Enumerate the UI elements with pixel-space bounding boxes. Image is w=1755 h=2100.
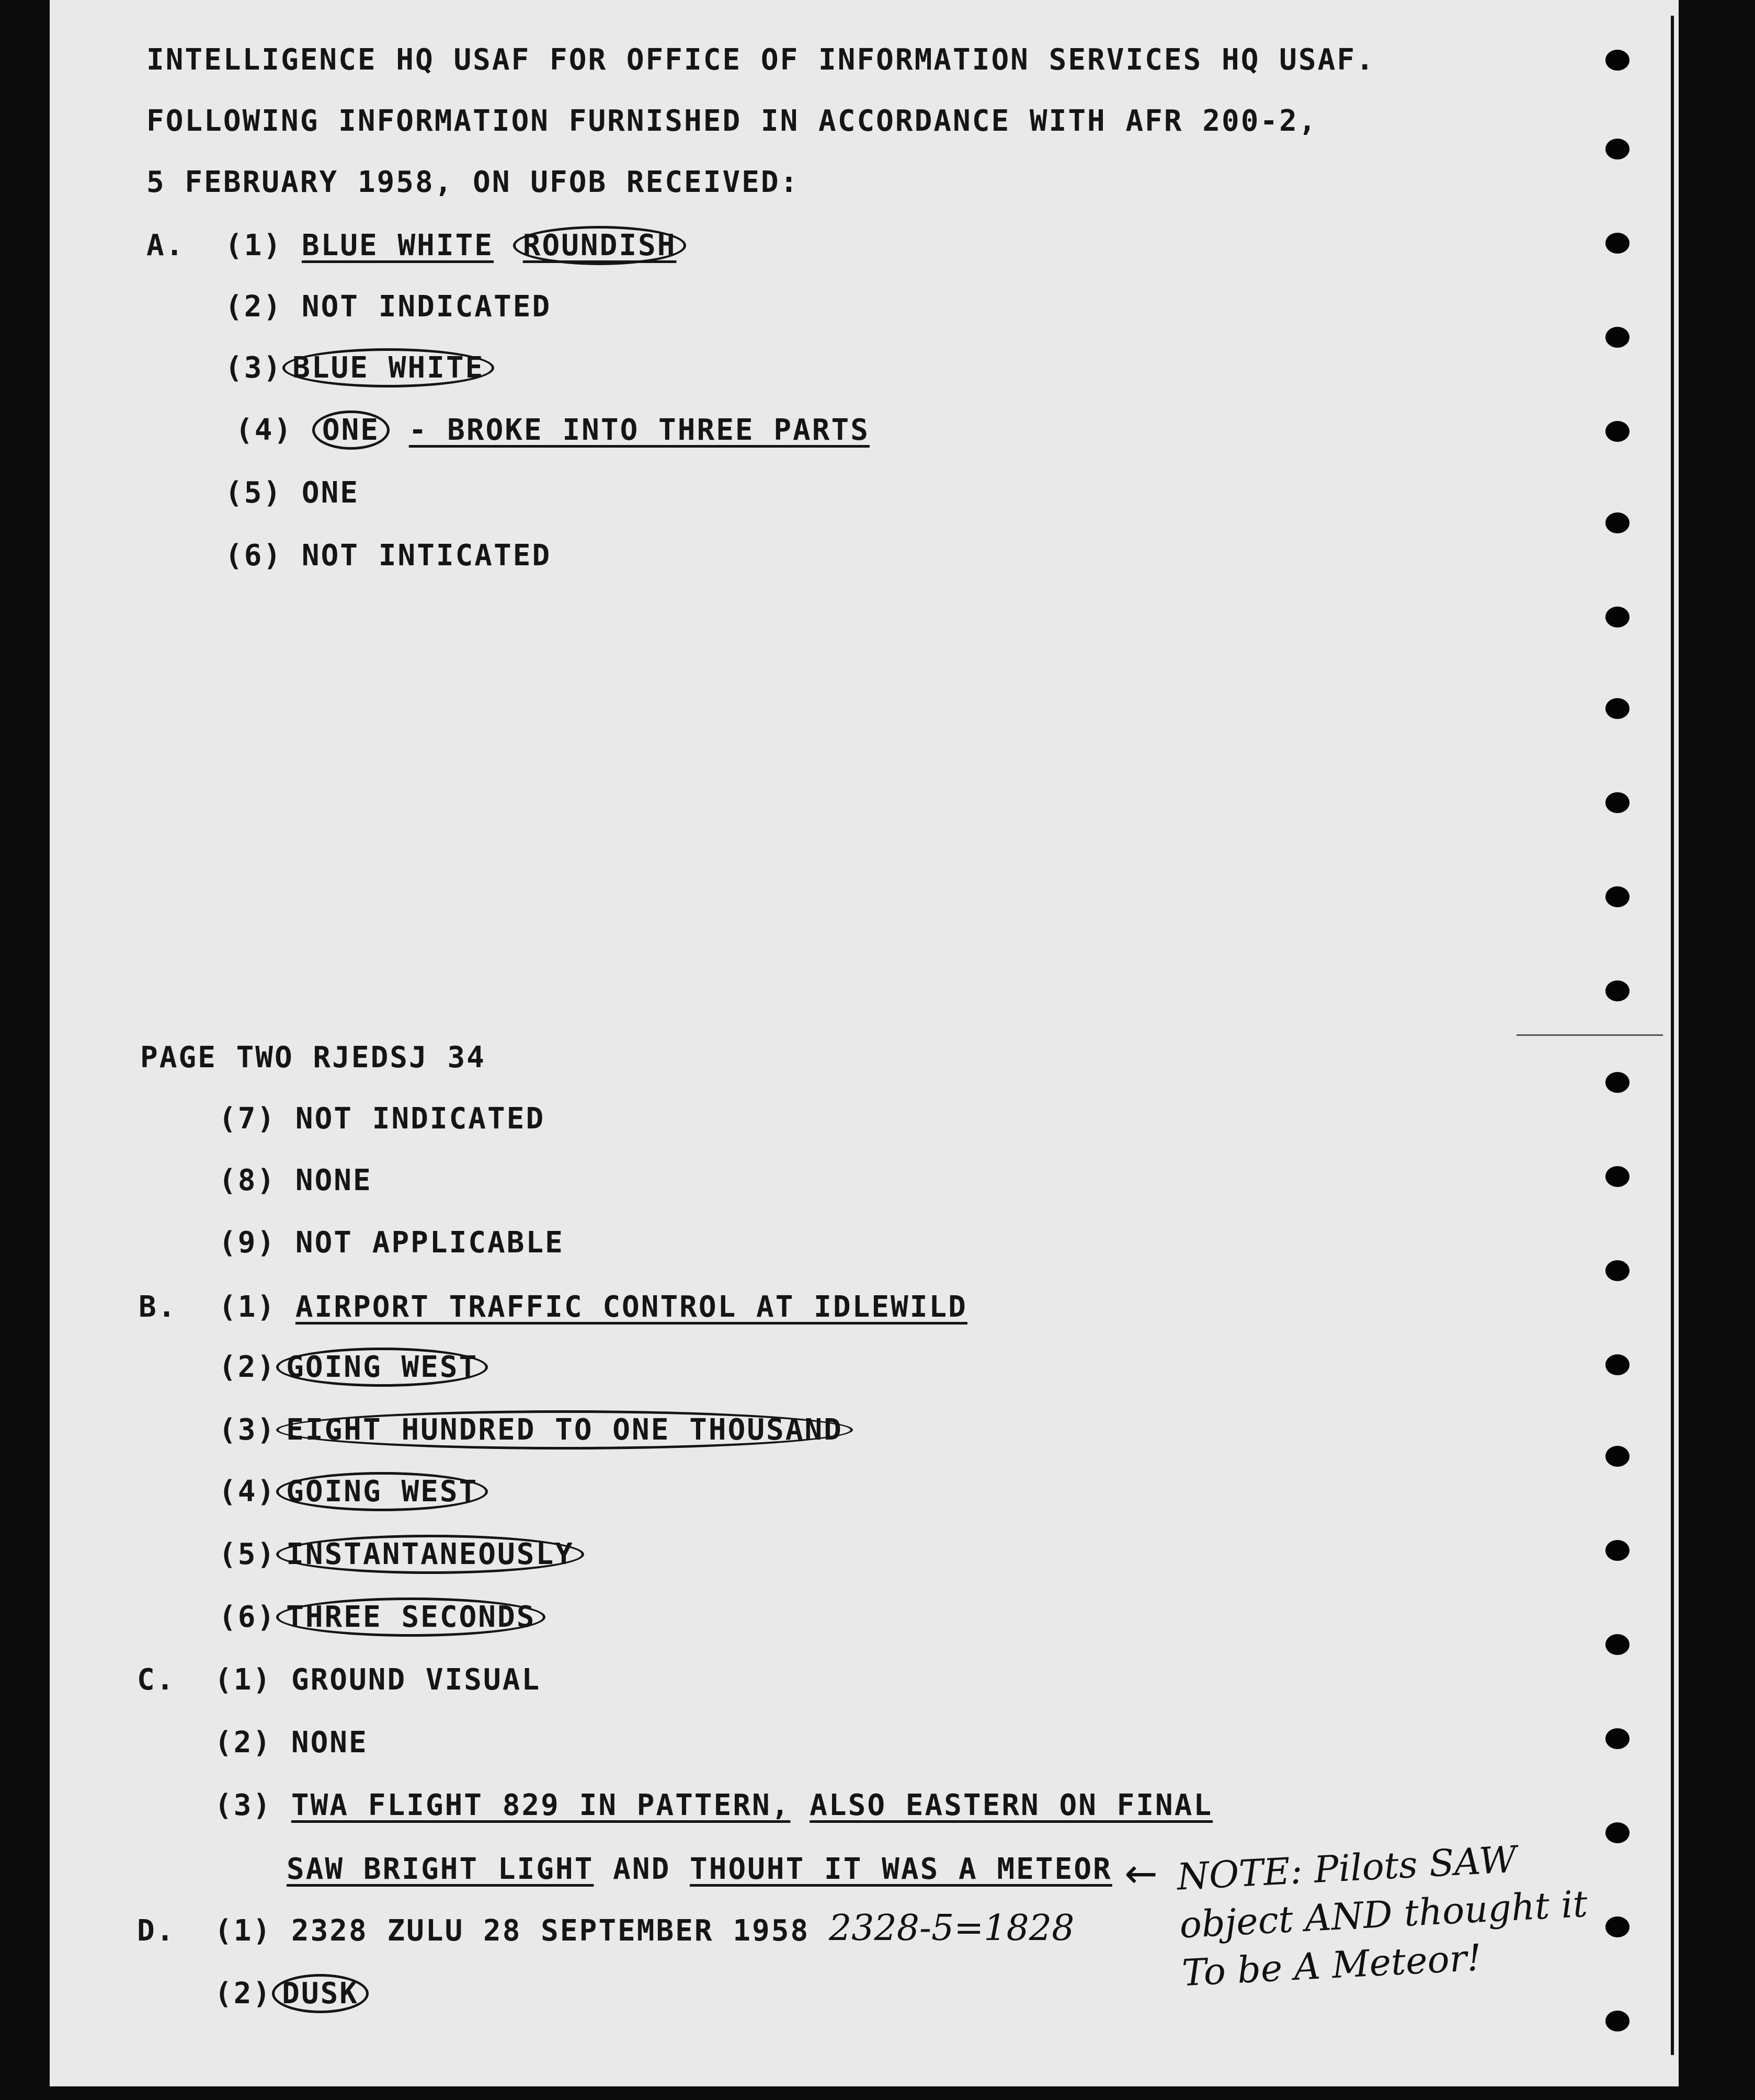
sprocket-hole [1605,1540,1629,1561]
item-number: (1) [225,229,283,262]
list-item [225,227,686,264]
sprocket-hole [1605,792,1629,813]
circled-text: THREE SECONDS [276,1597,545,1637]
list-item [225,289,551,325]
item-text: ALSO EASTERN ON FINAL [810,1788,1213,1822]
item-text: GROUND VISUAL [291,1663,541,1697]
list-item-continuation [287,1851,1112,1888]
list-item [219,1349,488,1386]
list-item [235,412,870,449]
sprocket-hole [1605,698,1629,719]
sprocket-hole [1605,512,1629,533]
item-number: (3) [225,351,283,385]
sprocket-hole [1605,1166,1629,1187]
item-number: (2) [225,290,283,324]
note-line: object AND thought it [1178,1882,1589,1947]
item-number: (6) [225,539,283,573]
item-text: TWA FLIGHT 829 IN PATTERN, [291,1788,791,1822]
section-letter: B. [139,1290,177,1324]
section-letter: D. [137,1914,176,1948]
list-item [214,1976,369,2012]
sprocket-hole [1605,1072,1629,1093]
list-item [225,475,359,511]
item-number: (3) [214,1788,272,1822]
circled-text: BLUE WHITE [282,348,494,387]
section-letter: C. [137,1663,176,1697]
item-number: (7) [219,1102,277,1136]
note-line: To be A Meteor! [1181,1936,1483,1995]
note-line: NOTE: Pilots SAW [1176,1838,1518,1899]
sprocket-hole [1605,327,1629,348]
list-item [219,1474,488,1510]
item-text: SAW BRIGHT LIGHT [287,1852,594,1886]
list-item [214,1662,541,1698]
circled-text: EIGHT HUNDRED TO ONE THOUSAND [276,1410,853,1450]
sprocket-hole [1605,886,1629,907]
sprocket-hole [1605,139,1629,159]
list-item [219,1225,564,1261]
circled-text: DUSK [272,1974,369,2013]
circled-text: ROUNDISH [513,226,687,265]
sprocket-hole [1605,1354,1629,1375]
item-number: (4) [219,1475,277,1509]
item-text: 2328 ZULU 28 SEPTEMBER 1958 [291,1914,810,1948]
header-line: 5 FEBRUARY 1958, ON UFOB RECEIVED: [146,165,800,199]
page-edge-rule [1671,16,1674,2055]
sprocket-hole [1605,421,1629,442]
item-number: (2) [219,1350,277,1384]
item-number: (8) [219,1163,277,1197]
list-item [225,538,551,574]
item-number: (3) [219,1413,277,1447]
item-text: NOT INTICATED [301,539,552,573]
item-number: (6) [219,1600,277,1634]
handwritten-time-calc: 2328-5=1828 [829,1908,1075,1949]
arrow-left-icon: ← [1124,1850,1158,1897]
item-text: NONE [291,1726,368,1760]
list-item [219,1162,372,1199]
item-number: (2) [214,1726,272,1760]
circled-text: ONE [312,410,390,450]
sprocket-hole [1605,50,1629,71]
item-number: (5) [225,476,283,510]
item-text: AND [613,1852,671,1886]
item-text: ONE [301,476,360,510]
list-item [219,1412,853,1448]
list-item [219,1101,545,1137]
header-line: INTELLIGENCE HQ USAF FOR OFFICE OF INFORMATION SERVICES HQ USAF. [146,43,1375,77]
page-two-header: PAGE TWO RJEDSJ 34 [140,1041,486,1075]
page-fold-line [1517,1034,1663,1036]
sprocket-hole [1605,2011,1629,2031]
sprocket-hole [1605,1634,1629,1655]
item-number: (5) [219,1537,277,1571]
circled-text: GOING WEST [276,1348,488,1387]
item-text: NOT APPLICABLE [295,1226,564,1260]
item-text: BLUE WHITE [301,229,494,262]
list-item [214,1725,368,1761]
sprocket-hole [1605,1728,1629,1749]
item-number: (1) [214,1663,272,1697]
item-text: NOT INDICATED [301,290,552,324]
circled-text: GOING WEST [276,1472,488,1511]
item-text: NONE [295,1163,372,1197]
list-item [214,1913,810,1949]
item-number: (4) [235,413,293,447]
sprocket-hole [1605,1446,1629,1467]
circled-text: INSTANTANEOUSLY [276,1535,584,1574]
sprocket-hole [1605,980,1629,1001]
item-number: (1) [219,1290,277,1324]
list-item [219,1599,545,1636]
list-item [219,1289,967,1326]
section-letter: A. [146,229,185,262]
item-text: NOT INDICATED [295,1102,545,1136]
item-text: - BROKE INTO THREE PARTS [408,413,870,447]
sprocket-hole [1605,233,1629,254]
item-number: (2) [214,1977,272,2011]
item-number: (1) [214,1914,272,1948]
item-number: (9) [219,1226,277,1260]
item-text: AIRPORT TRAFFIC CONTROL AT IDLEWILD [295,1290,967,1324]
handwritten-note [1176,1829,1653,1998]
sprocket-hole [1605,1260,1629,1281]
list-item [219,1536,584,1573]
sprocket-hole [1605,607,1629,627]
list-item [214,1787,1213,1824]
item-text: THOUHT IT WAS A METEOR [690,1852,1112,1886]
header-line: FOLLOWING INFORMATION FURNISHED IN ACCORDANCE WITH AFR 200-2, [146,104,1318,138]
list-item [225,350,494,386]
